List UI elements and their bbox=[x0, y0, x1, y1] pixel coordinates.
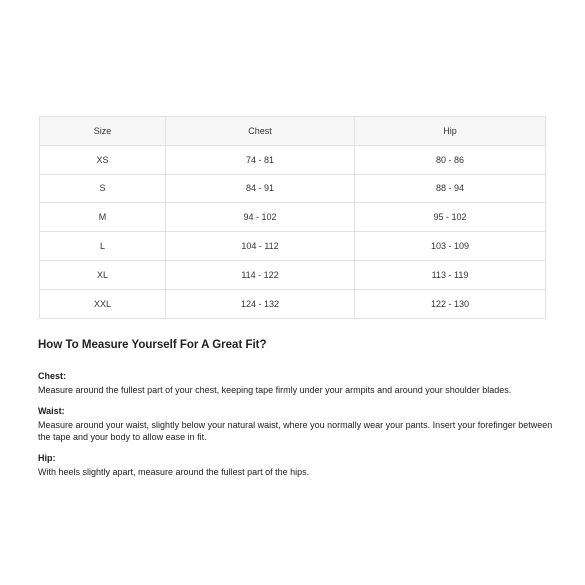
hip-cell: 80 - 86 bbox=[355, 145, 546, 174]
header-size: Size bbox=[40, 117, 166, 146]
hip-instructions: With heels slightly apart, measure around the fullest part of the hips. bbox=[38, 467, 310, 477]
hip-label: Hip: bbox=[38, 453, 56, 463]
table-row bbox=[40, 174, 546, 203]
hip-cell: 95 - 102 bbox=[355, 203, 546, 232]
hip-section bbox=[38, 452, 553, 478]
hip-cell: 88 - 94 bbox=[355, 174, 546, 203]
hip-cell: 113 - 119 bbox=[355, 260, 546, 289]
size-cell: S bbox=[40, 174, 166, 203]
table-row bbox=[40, 260, 546, 289]
table-row bbox=[40, 232, 546, 261]
chest-cell: 124 - 132 bbox=[166, 289, 355, 318]
table-row bbox=[40, 203, 546, 232]
table-row bbox=[40, 289, 546, 318]
chest-cell: 74 - 81 bbox=[166, 145, 355, 174]
chest-instructions: Measure around the fullest part of your chest, keeping tape firmly under your armpits and around your shoulder blades. bbox=[38, 385, 512, 395]
size-chart-table bbox=[39, 116, 546, 319]
waist-instructions: Measure around your waist, slightly below your natural waist, where you normally wear your pants. Insert your forefinger between the tape and your body to allow ease in fit. bbox=[38, 420, 553, 442]
size-cell: XXL bbox=[40, 289, 166, 318]
guide-title: How To Measure Yourself For A Great Fit? bbox=[38, 339, 267, 351]
chest-section bbox=[38, 370, 553, 396]
chest-cell: 84 - 91 bbox=[166, 174, 355, 203]
hip-cell: 122 - 130 bbox=[355, 289, 546, 318]
table-header-row bbox=[40, 117, 546, 146]
chest-label: Chest: bbox=[38, 371, 67, 381]
size-cell: L bbox=[40, 232, 166, 261]
hip-cell: 103 - 109 bbox=[355, 232, 546, 261]
size-cell: XL bbox=[40, 260, 166, 289]
measuring-guide bbox=[38, 338, 553, 487]
size-cell: XS bbox=[40, 145, 166, 174]
header-hip: Hip bbox=[355, 117, 546, 146]
chest-cell: 114 - 122 bbox=[166, 260, 355, 289]
chest-cell: 104 - 112 bbox=[166, 232, 355, 261]
table-row bbox=[40, 145, 546, 174]
chest-cell: 94 - 102 bbox=[166, 203, 355, 232]
size-cell: M bbox=[40, 203, 166, 232]
waist-label: Waist: bbox=[38, 406, 65, 416]
header-chest: Chest bbox=[166, 117, 355, 146]
waist-section bbox=[38, 405, 553, 443]
